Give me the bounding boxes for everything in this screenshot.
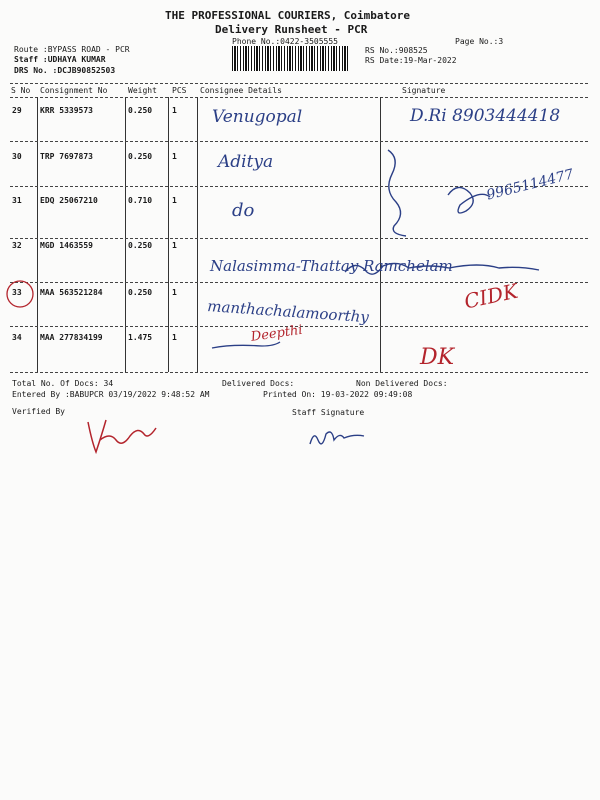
row-sno: 34: [12, 333, 22, 342]
staff-signature-label: Staff Signature: [292, 408, 365, 417]
row-weight: 0.250: [128, 241, 153, 250]
row-weight: 0.250: [128, 152, 153, 161]
row-consignee: Venugopal: [212, 107, 303, 127]
row-pcs: 1: [172, 288, 177, 297]
row-consignment: MGD 1463559: [40, 241, 93, 250]
route-label: Route :BYPASS ROAD - PCR: [14, 45, 130, 54]
staff-label: Staff :UDHAYA KUMAR: [14, 55, 106, 64]
row-sno: 33: [12, 288, 22, 297]
row-weight: 0.250: [128, 288, 153, 297]
phone-number: Phone No.:0422-3505555: [232, 37, 338, 46]
entered-by: Entered By :BABUPCR 03/19/2022 9:48:52 AM: [12, 390, 210, 399]
row-consignment: EDQ 25067210: [40, 196, 98, 205]
row-consignment: MAA 563521284: [40, 288, 103, 297]
row-sno: 32: [12, 241, 22, 250]
col-weight: Weight: [128, 86, 157, 95]
col-sno: S No: [11, 86, 31, 95]
row-signature: 9965114477: [485, 166, 576, 204]
row-pcs: 1: [172, 196, 177, 205]
row-pcs: 1: [172, 152, 177, 161]
col-signature: Signature: [402, 86, 446, 95]
row-pcs: 1: [172, 333, 177, 342]
row-signature: CIDK: [462, 278, 520, 314]
col-consignee: Consignee Details: [200, 86, 282, 95]
row-sno: 29: [12, 106, 22, 115]
verified-by-label: Verified By: [12, 407, 65, 416]
verifier-signature: [80, 412, 160, 462]
row-consignment: MAA 277834199: [40, 333, 103, 342]
row-consignment: KRR 5339573: [40, 106, 93, 115]
row-pcs: 1: [172, 106, 177, 115]
col-consignment: Consignment No: [40, 86, 108, 95]
non-delivered-docs: Non Delivered Docs:: [356, 379, 448, 388]
rs-number: RS No.:908525: [365, 46, 428, 55]
row-signature: DK: [420, 345, 455, 370]
row-consignee: Deepthi: [250, 322, 304, 345]
row-consignee: manthachalamoorthy: [206, 297, 370, 327]
row-weight: 0.250: [128, 106, 153, 115]
printed-on: Printed On: 19-03-2022 09:49:08: [263, 390, 413, 399]
delivered-docs: Delivered Docs:: [222, 379, 295, 388]
row-consignee: do: [232, 200, 255, 221]
drs-number: DRS No. :DCJB90852503: [14, 66, 116, 75]
page-number: Page No.:3: [455, 37, 504, 46]
row-consignee: Aditya: [218, 152, 274, 172]
row-sno: 31: [12, 196, 22, 205]
runsheet-title: Delivery Runsheet - PCR: [215, 23, 368, 36]
staff-signature: [305, 424, 375, 454]
col-pcs: PCS: [172, 86, 187, 95]
row-sno: 30: [12, 152, 22, 161]
rs-date: RS Date:19-Mar-2022: [365, 56, 457, 65]
company-name: THE PROFESSIONAL COURIERS, Coimbatore: [165, 9, 411, 22]
row-weight: 1.475: [128, 333, 153, 342]
row-signature: D.Ri 8903444418: [410, 106, 561, 126]
row-consignment: TRP 7697873: [40, 152, 93, 161]
row-pcs: 1: [172, 241, 177, 250]
row-weight: 0.710: [128, 196, 153, 205]
total-docs: Total No. Of Docs: 34: [12, 379, 114, 388]
row-consignee: Nalasimma-Thattay Ramchelam: [210, 257, 453, 275]
